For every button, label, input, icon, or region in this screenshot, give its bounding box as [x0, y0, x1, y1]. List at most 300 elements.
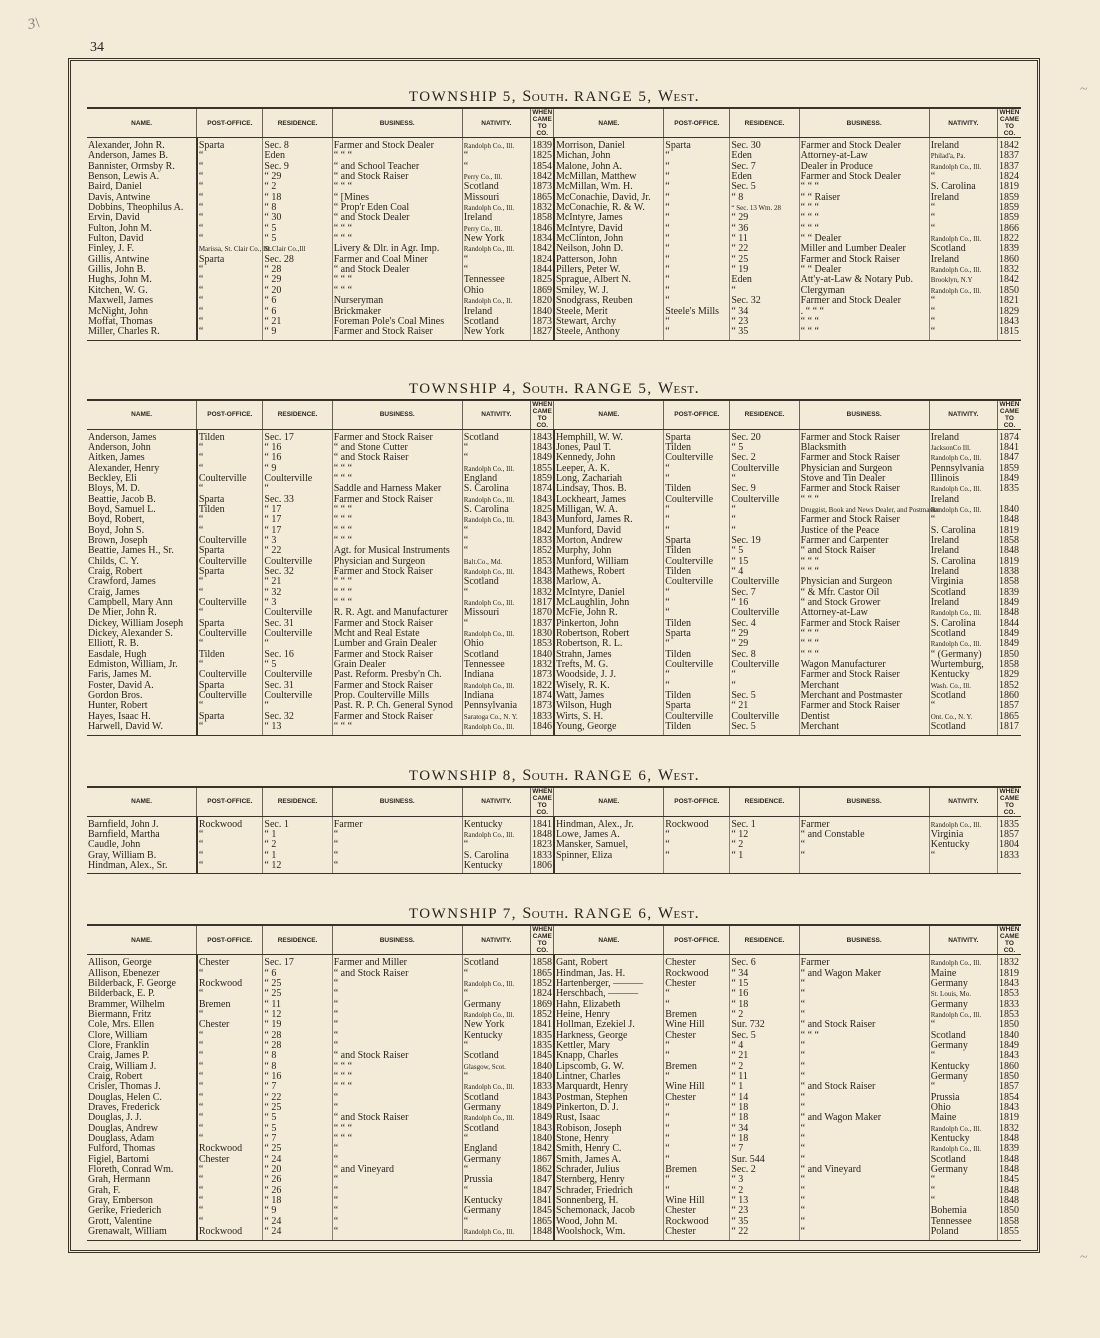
- table-cell: “: [332, 861, 462, 874]
- table-cell: Sternberg, Henry: [554, 1175, 664, 1185]
- table-cell: “: [929, 203, 997, 213]
- table-cell: Sparta: [197, 138, 263, 152]
- table-cell: Leeper, A. K.: [554, 464, 664, 474]
- table-cell: 1841: [532, 1019, 552, 1031]
- table-cell: Trefts, M. G.: [554, 660, 664, 670]
- table-cell: Pinkerton, John: [554, 619, 664, 629]
- table-cell: “ 22: [730, 1227, 799, 1240]
- table-cell: Malone, John A.: [554, 162, 664, 172]
- table-cell: [929, 861, 997, 874]
- table-cell: Sec. 32: [263, 567, 332, 577]
- table-cell: Coulterville: [730, 495, 799, 505]
- table-cell: “: [730, 526, 799, 536]
- table-cell: Farmer and Stock Dealer: [799, 296, 929, 306]
- table-cell: 1860: [998, 253, 1019, 265]
- table-cell: New York: [462, 1020, 530, 1030]
- table-cell: Sec. 2: [730, 453, 799, 463]
- table-cell: Woodside, J. J.: [554, 670, 664, 680]
- table-cell: Caudle, John: [87, 840, 197, 850]
- table-row: [87, 296, 1021, 306]
- resident-table: [87, 399, 1021, 736]
- table-cell: “: [664, 1051, 730, 1061]
- table-cell: Dentist: [799, 712, 929, 722]
- table-row: [87, 429, 1021, 443]
- table-cell: 1832: [532, 586, 552, 598]
- table-cell: “: [462, 255, 530, 265]
- table-cell: “: [332, 1206, 462, 1216]
- column-header: BUSINESS.: [332, 108, 462, 138]
- table-cell: “: [462, 1165, 530, 1175]
- table-cell: Germany: [929, 1165, 997, 1175]
- table-cell: 1840: [998, 503, 1019, 515]
- table-cell: Gant, Robert: [554, 955, 664, 969]
- table-cell: Beckley, Eli: [87, 474, 197, 484]
- table-cell: Randolph Co., Ill.: [462, 244, 530, 254]
- table-cell: 1817: [532, 597, 552, 609]
- table-cell: Allison, George: [87, 955, 197, 969]
- table-cell: “ 6: [263, 296, 332, 306]
- table-cell: Kentucky: [929, 840, 997, 850]
- table-cell: “: [197, 861, 263, 874]
- table-cell: Barnfield, John J.: [87, 816, 197, 830]
- table-cell: “ 26: [263, 1175, 332, 1185]
- table-cell: Sparta: [664, 701, 730, 711]
- table-cell: 1848: [998, 545, 1019, 557]
- table-cell: Coulterville: [197, 670, 263, 680]
- table-cell: “: [197, 296, 263, 306]
- table-cell: Tennessee: [929, 1217, 997, 1227]
- table-cell: “ 35: [730, 1217, 799, 1227]
- table-cell: Farmer: [799, 955, 929, 969]
- table-cell: 1841: [532, 1195, 552, 1207]
- table-cell: “ “ “: [332, 234, 462, 244]
- table-cell: Scotland: [929, 629, 997, 639]
- table-cell: Wash. Co., Ill.: [929, 681, 997, 691]
- table-cell: Tilden: [664, 691, 730, 701]
- table-cell: Bremen: [664, 1165, 730, 1175]
- table-cell: “: [664, 327, 730, 340]
- table-cell: McConachie, David, Jr.: [554, 193, 664, 203]
- table-cell: “: [664, 1144, 730, 1154]
- table-cell: 1858: [532, 212, 552, 224]
- table-cell: Tilden: [197, 429, 263, 443]
- table-cell: Randolph Co., Ill.: [462, 203, 530, 213]
- table-row: [87, 1031, 1021, 1041]
- table-cell: [730, 861, 799, 874]
- table-cell: “ “ “: [799, 327, 929, 340]
- table-cell: Merchant: [799, 722, 929, 735]
- table-cell: Attorney-at-Law: [799, 151, 929, 161]
- table-cell: Scotland: [462, 577, 530, 587]
- table-cell: “ 18: [730, 1134, 799, 1144]
- table-cell: “ Sec. 13 Wm. 28: [730, 203, 799, 213]
- table-cell: Clore, Franklin: [87, 1041, 197, 1051]
- table-cell: “: [462, 453, 530, 463]
- table-cell: Pennsylvania: [929, 464, 997, 474]
- table-cell: Steele's Mills: [664, 307, 730, 317]
- table-cell: 1832: [998, 957, 1019, 969]
- table-cell: Randolph Co., Ill.: [462, 598, 530, 608]
- table-cell: Farmer and Stock Dealer: [799, 138, 929, 152]
- township-section: [87, 904, 1021, 1240]
- table-cell: Rockwood: [664, 816, 730, 830]
- table-cell: Crisler, Thomas J.: [87, 1082, 197, 1092]
- table-cell: Mathews, Robert: [554, 567, 664, 577]
- table-cell: “: [462, 265, 530, 275]
- table-cell: “: [664, 681, 730, 691]
- table-cell: 1819: [998, 181, 1019, 193]
- table-cell: Randolph Co., Ill.: [462, 1010, 530, 1020]
- table-cell: Sec. 9: [263, 162, 332, 172]
- table-cell: Randolph Co., Ill.: [929, 955, 997, 969]
- table-cell: “ 35: [730, 327, 799, 340]
- table-cell: “ and Stock Raiser: [799, 1020, 929, 1030]
- table-cell: Coulterville: [664, 453, 730, 463]
- table-cell: Ireland: [462, 307, 530, 317]
- table-cell: Dealer in Produce: [799, 162, 929, 172]
- table-cell: 1843: [531, 429, 554, 443]
- table-cell: 1843: [532, 566, 552, 577]
- table-cell: Grah, Hermann: [87, 1175, 197, 1185]
- table-cell: Sparta: [664, 429, 730, 443]
- table-row: [87, 327, 1021, 340]
- title-part: West.: [657, 88, 700, 105]
- table-cell: McConachie, R. & W.: [554, 203, 664, 213]
- table-row: [87, 816, 1021, 830]
- table-cell: Sec. 32: [263, 712, 332, 722]
- table-cell: Bremen: [197, 1000, 263, 1010]
- table-cell: “: [197, 1217, 263, 1227]
- table-cell: 1843: [998, 977, 1019, 989]
- table-cell: 1869: [532, 998, 552, 1010]
- table-cell: “ 7: [263, 1134, 332, 1144]
- table-cell: “: [332, 1144, 462, 1154]
- table-cell: “ 28: [263, 1041, 332, 1051]
- table-cell: Foreman Pole's Coal Mines: [332, 317, 462, 327]
- table-cell: “ 21: [730, 701, 799, 711]
- table-cell: “: [197, 193, 263, 203]
- table-cell: Pinkerton, D. J.: [554, 1103, 664, 1113]
- table-cell: McMillan, Matthew: [554, 172, 664, 182]
- table-cell: England: [462, 1144, 530, 1154]
- table-cell: Sec. 16: [263, 650, 332, 660]
- table-cell: “: [664, 830, 730, 840]
- table-cell: “ 22: [730, 244, 799, 254]
- table-cell: Kentucky: [462, 1196, 530, 1206]
- table-cell: 1840: [532, 1133, 552, 1145]
- table-cell: “: [664, 505, 730, 515]
- table-cell: Sec. 8: [263, 138, 332, 152]
- table-cell: “: [197, 1103, 263, 1113]
- page-frame: [68, 58, 1040, 1253]
- table-cell: Rust, Isaac: [554, 1113, 664, 1123]
- table-cell: “ 9: [263, 464, 332, 474]
- table-cell: 1839: [998, 243, 1019, 255]
- table-cell: 1830: [532, 628, 552, 640]
- table-cell: “: [197, 1165, 263, 1175]
- table-cell: “ 2: [730, 1062, 799, 1072]
- table-cell: 1815: [997, 327, 1021, 340]
- table-cell: 1866: [998, 222, 1019, 234]
- title-part: TOWNSHIP 8,: [408, 767, 523, 784]
- table-cell: “ and Stock Raiser: [332, 1113, 462, 1123]
- column-header: POST-OFFICE.: [664, 925, 730, 955]
- table-cell: Prop. Coulterville Mills: [332, 691, 462, 701]
- table-cell: Illinois: [929, 474, 997, 484]
- table-cell: “: [462, 1217, 530, 1227]
- table-cell: “: [799, 1134, 929, 1144]
- table-cell: Childs, C. Y.: [87, 557, 197, 567]
- table-cell: Wine Hill: [664, 1082, 730, 1092]
- table-cell: “: [197, 515, 263, 525]
- table-cell: Blacksmith: [799, 443, 929, 453]
- column-header: WHEN CAME TO CO.: [532, 787, 553, 816]
- table-cell: “: [197, 1113, 263, 1123]
- table-cell: “: [462, 536, 530, 546]
- table-cell: Rockwood: [197, 1144, 263, 1154]
- table-cell: “: [730, 681, 799, 691]
- table-cell: “ 34: [730, 1124, 799, 1134]
- column-header: WHEN CAME TO CO.: [997, 400, 1021, 430]
- table-cell: Farmer and Stock Raiser: [332, 327, 462, 340]
- table-cell: “ 25: [263, 989, 332, 999]
- table-cell: Spinner, Eliza: [554, 851, 664, 861]
- table-cell: Coulterville: [730, 608, 799, 618]
- column-header: POST-OFFICE.: [197, 108, 263, 138]
- table-cell: Boyd, John S.: [87, 526, 197, 536]
- table-cell: 1849: [998, 1039, 1019, 1051]
- table-cell: “ 24: [263, 1227, 332, 1240]
- table-cell: “ and Stock Grower: [799, 598, 929, 608]
- table-cell: “: [332, 851, 462, 861]
- table-cell: Randolph Co., Ill.: [929, 1144, 997, 1154]
- table-cell: “ 15: [730, 979, 799, 989]
- table-cell: “ 14: [730, 1093, 799, 1103]
- table-cell: “: [462, 443, 530, 453]
- table-cell: Hindman, Alex., Jr.: [554, 816, 664, 830]
- table-row: [87, 1072, 1021, 1082]
- table-cell: Ireland: [929, 193, 997, 203]
- table-cell: 1832: [998, 264, 1019, 276]
- table-cell: S. Carolina: [929, 557, 997, 567]
- table-cell: 1848: [998, 1153, 1019, 1165]
- title-part: South.: [522, 88, 569, 105]
- column-header: RESIDENCE.: [263, 400, 332, 430]
- table-cell: Sec. 33: [263, 495, 332, 505]
- table-cell: Patterson, John: [554, 255, 664, 265]
- table-row: [87, 712, 1021, 722]
- table-cell: Grain Dealer: [332, 660, 462, 670]
- table-cell: Physician and Surgeon: [799, 577, 929, 587]
- table-cell: 1833: [998, 849, 1019, 861]
- table-cell: 1859: [998, 191, 1019, 203]
- table-cell: Chester: [664, 979, 730, 989]
- table-cell: 1843: [998, 1102, 1019, 1114]
- table-cell: Sec. 6: [730, 955, 799, 969]
- table-cell: “ “ “: [332, 1062, 462, 1072]
- table-cell: “ 28: [263, 1031, 332, 1041]
- table-cell: “ 15: [730, 557, 799, 567]
- table-cell: “: [462, 1186, 530, 1196]
- table-cell: “ 3: [730, 1175, 799, 1185]
- table-cell: Craig, James P.: [87, 1051, 197, 1061]
- table-cell: “ 21: [263, 317, 332, 327]
- column-header: POST-OFFICE.: [197, 787, 263, 817]
- table-cell: 1838: [998, 566, 1019, 577]
- table-cell: Draves, Frederick: [87, 1103, 197, 1113]
- table-cell: Ireland: [929, 567, 997, 577]
- column-header: BUSINESS.: [799, 108, 929, 138]
- table-cell: “: [664, 1134, 730, 1144]
- table-cell: 1833: [532, 710, 552, 722]
- table-cell: “: [332, 840, 462, 850]
- table-cell: Germany: [929, 1000, 997, 1010]
- table-cell: Scotland: [462, 1093, 530, 1103]
- table-cell: “: [197, 265, 263, 275]
- table-cell: “ 29: [730, 629, 799, 639]
- table-cell: Hayes, Isaac H.: [87, 712, 197, 722]
- table-cell: “ 36: [730, 224, 799, 234]
- table-cell: “: [664, 474, 730, 484]
- table-cell: S. Carolina: [462, 484, 530, 494]
- table-cell: 1848: [998, 514, 1019, 526]
- table-cell: “ “ “: [799, 629, 929, 639]
- table-cell: Past. Reform. Presby'n Ch.: [332, 670, 462, 680]
- table-cell: 1837: [998, 150, 1019, 162]
- table-cell: Wirts, S. H.: [554, 712, 664, 722]
- table-cell: 1858: [531, 955, 554, 969]
- table-cell: “ 8: [263, 203, 332, 213]
- table-cell: “ 1: [263, 851, 332, 861]
- table-cell: Randolph Co., Ill.: [462, 1227, 530, 1240]
- table-cell: Craig, William J.: [87, 1062, 197, 1072]
- table-cell: “: [332, 989, 462, 999]
- table-cell: Sec. 5: [730, 691, 799, 701]
- table-cell: “: [332, 1020, 462, 1030]
- table-cell: 1849: [532, 1102, 552, 1114]
- table-cell: 1848: [531, 1227, 554, 1240]
- table-cell: “ “ “: [332, 536, 462, 546]
- table-cell: “: [332, 830, 462, 840]
- table-cell: 1833: [532, 849, 552, 861]
- table-cell: Stewart, Archy: [554, 317, 664, 327]
- table-cell: Jones, Paul T.: [554, 443, 664, 453]
- table-cell: “: [263, 701, 332, 711]
- table-cell: Fulton, David: [87, 234, 197, 244]
- table-cell: “ 18: [263, 193, 332, 203]
- table-cell: “ 16: [263, 1072, 332, 1082]
- table-cell: “: [799, 1041, 929, 1051]
- table-cell: “: [664, 172, 730, 182]
- table-cell: “: [929, 213, 997, 223]
- table-cell: 1854: [532, 160, 552, 172]
- table-cell: Chester: [664, 1206, 730, 1216]
- table-cell: 1804: [998, 839, 1019, 851]
- table-cell: St.Clair Co.,Ill: [263, 244, 332, 254]
- table-cell: Lipscomb, G. W.: [554, 1062, 664, 1072]
- table-cell: “: [462, 1072, 530, 1082]
- table-cell: “ 11: [730, 1072, 799, 1082]
- table-cell: “ 16: [263, 443, 332, 453]
- table-cell: “ 23: [730, 1206, 799, 1216]
- table-cell: Merchant: [799, 681, 929, 691]
- table-row: [87, 224, 1021, 234]
- table-cell: Bremen: [664, 1062, 730, 1072]
- table-row: [87, 213, 1021, 223]
- table-cell: 1853: [532, 555, 552, 567]
- table-cell: Coulterville: [664, 557, 730, 567]
- table-cell: 1842: [532, 171, 552, 183]
- table-cell: “: [664, 1155, 730, 1165]
- table-cell: Neilson, John D.: [554, 244, 664, 254]
- table-cell: Scotland: [929, 1155, 997, 1165]
- table-cell: Ohio: [462, 639, 530, 649]
- table-cell: Robertson, Robert: [554, 629, 664, 639]
- table-row: [87, 955, 1021, 969]
- table-cell: 1860: [998, 690, 1019, 702]
- table-cell: Ireland: [929, 598, 997, 608]
- table-cell: “ 29: [263, 275, 332, 285]
- table-cell: Scotland: [462, 1051, 530, 1061]
- table-cell: Missouri: [462, 608, 530, 618]
- table-cell: 1835: [532, 1029, 552, 1041]
- title-part: South.: [522, 766, 569, 784]
- table-cell: “: [664, 1041, 730, 1051]
- table-cell: Germany: [462, 1206, 530, 1216]
- table-cell: Scotland: [462, 317, 530, 327]
- table-cell: “: [664, 265, 730, 275]
- column-header: RESIDENCE.: [730, 400, 799, 430]
- table-cell: Attorney-at-Law: [799, 608, 929, 618]
- table-cell: Tilden: [664, 722, 730, 735]
- column-header: NAME.: [554, 400, 664, 430]
- table-cell: Michan, John: [554, 151, 664, 161]
- table-cell: “ “ “: [332, 526, 462, 536]
- table-cell: “ 1: [263, 830, 332, 840]
- table-cell: 1852: [532, 1008, 552, 1020]
- table-cell: Davis, Antwine: [87, 193, 197, 203]
- table-cell: Knapp, Charles: [554, 1051, 664, 1061]
- table-row: [87, 1165, 1021, 1175]
- table-cell: Coulterville: [730, 577, 799, 587]
- column-header: RESIDENCE.: [730, 787, 799, 817]
- table-cell: 1832: [998, 1122, 1019, 1134]
- table-cell: “: [332, 1000, 462, 1010]
- table-cell: 1825: [532, 503, 552, 515]
- table-cell: “: [929, 172, 997, 182]
- table-cell: Randolph Co., Ill.: [929, 1010, 997, 1020]
- table-cell: “ 34: [730, 307, 799, 317]
- table-cell: 1843: [532, 1122, 552, 1134]
- table-cell: Tilden: [197, 650, 263, 660]
- table-cell: Sec. 5: [730, 1031, 799, 1041]
- table-cell: Virginia: [929, 830, 997, 840]
- table-cell: Sec. 5: [730, 182, 799, 192]
- table-cell: Mcht and Real Estate: [332, 629, 462, 639]
- table-cell: “: [664, 1103, 730, 1113]
- table-row: [87, 495, 1021, 505]
- table-cell: “: [197, 840, 263, 850]
- table-cell: Virginia: [929, 577, 997, 587]
- table-cell: “: [197, 577, 263, 587]
- table-cell: “: [664, 203, 730, 213]
- table-cell: 1849: [532, 1112, 552, 1124]
- table-cell: Ireland: [929, 429, 997, 443]
- table-cell: “: [929, 1051, 997, 1061]
- table-cell: Milligan, W. A.: [554, 505, 664, 515]
- table-cell: Sec. 1: [730, 816, 799, 830]
- table-cell: Farmer and Stock Raiser: [799, 255, 929, 265]
